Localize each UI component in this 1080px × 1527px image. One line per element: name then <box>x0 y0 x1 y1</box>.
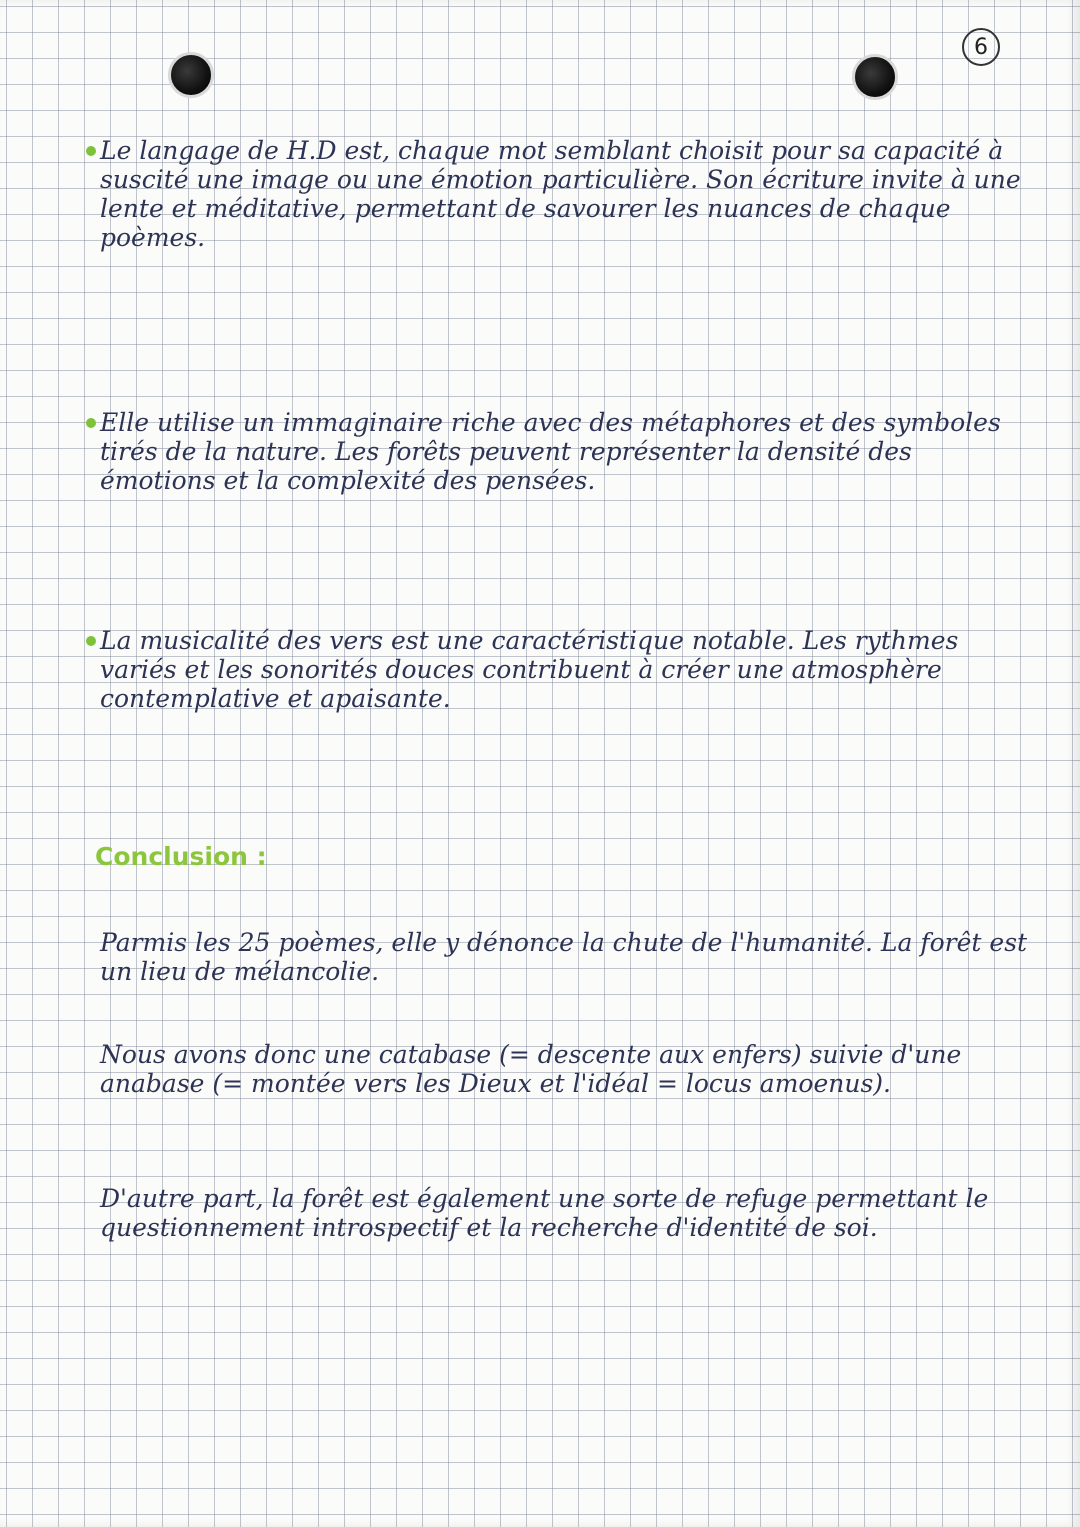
conclusion-paragraph-1: Parmis les 25 poèmes, elle y dénonce la chute de l'humanité. La forêt est un lieu de mélancolie. <box>100 928 1028 986</box>
bullet-icon <box>86 636 96 646</box>
bullet-paragraph-1: Le langage de H.D est, chaque mot semblant choisit pour sa capacité à suscité une image ou une émotion particulière. Son écriture invite à une lente et méditative, permettant de savourer les nuances de chaque poèmes. <box>100 136 1021 252</box>
conclusion-heading: Conclusion : <box>95 842 267 871</box>
bullet-paragraph-2: Elle utilise un immaginaire riche avec des métaphores et des symboles tirés de la nature. Les forêts peuvent représenter la densité des émotions et la complexité des pensées. <box>100 408 1001 495</box>
binder-hole-right <box>852 54 898 100</box>
bullet-paragraph-3: La musicalité des vers est une caractéristique notable. Les rythmes variés et les sonorités douces contribuent à créer une atmosphère contemplative et apaisante. <box>100 626 959 713</box>
conclusion-paragraph-3: D'autre part, la forêt est également une sorte de refuge permettant le questionnement introspectif et la recherche d'identité de soi. <box>100 1184 989 1242</box>
conclusion-paragraph-2: Nous avons donc une catabase (= descente aux enfers) suivie d'une anabase (= montée vers les Dieux et l'idéal = locus amoenus). <box>100 1040 962 1098</box>
bullet-icon <box>86 418 96 428</box>
bullet-icon <box>86 146 96 156</box>
binder-hole-left <box>168 52 214 98</box>
page-number <box>962 28 1000 66</box>
page-number-text: 6 <box>974 34 988 60</box>
